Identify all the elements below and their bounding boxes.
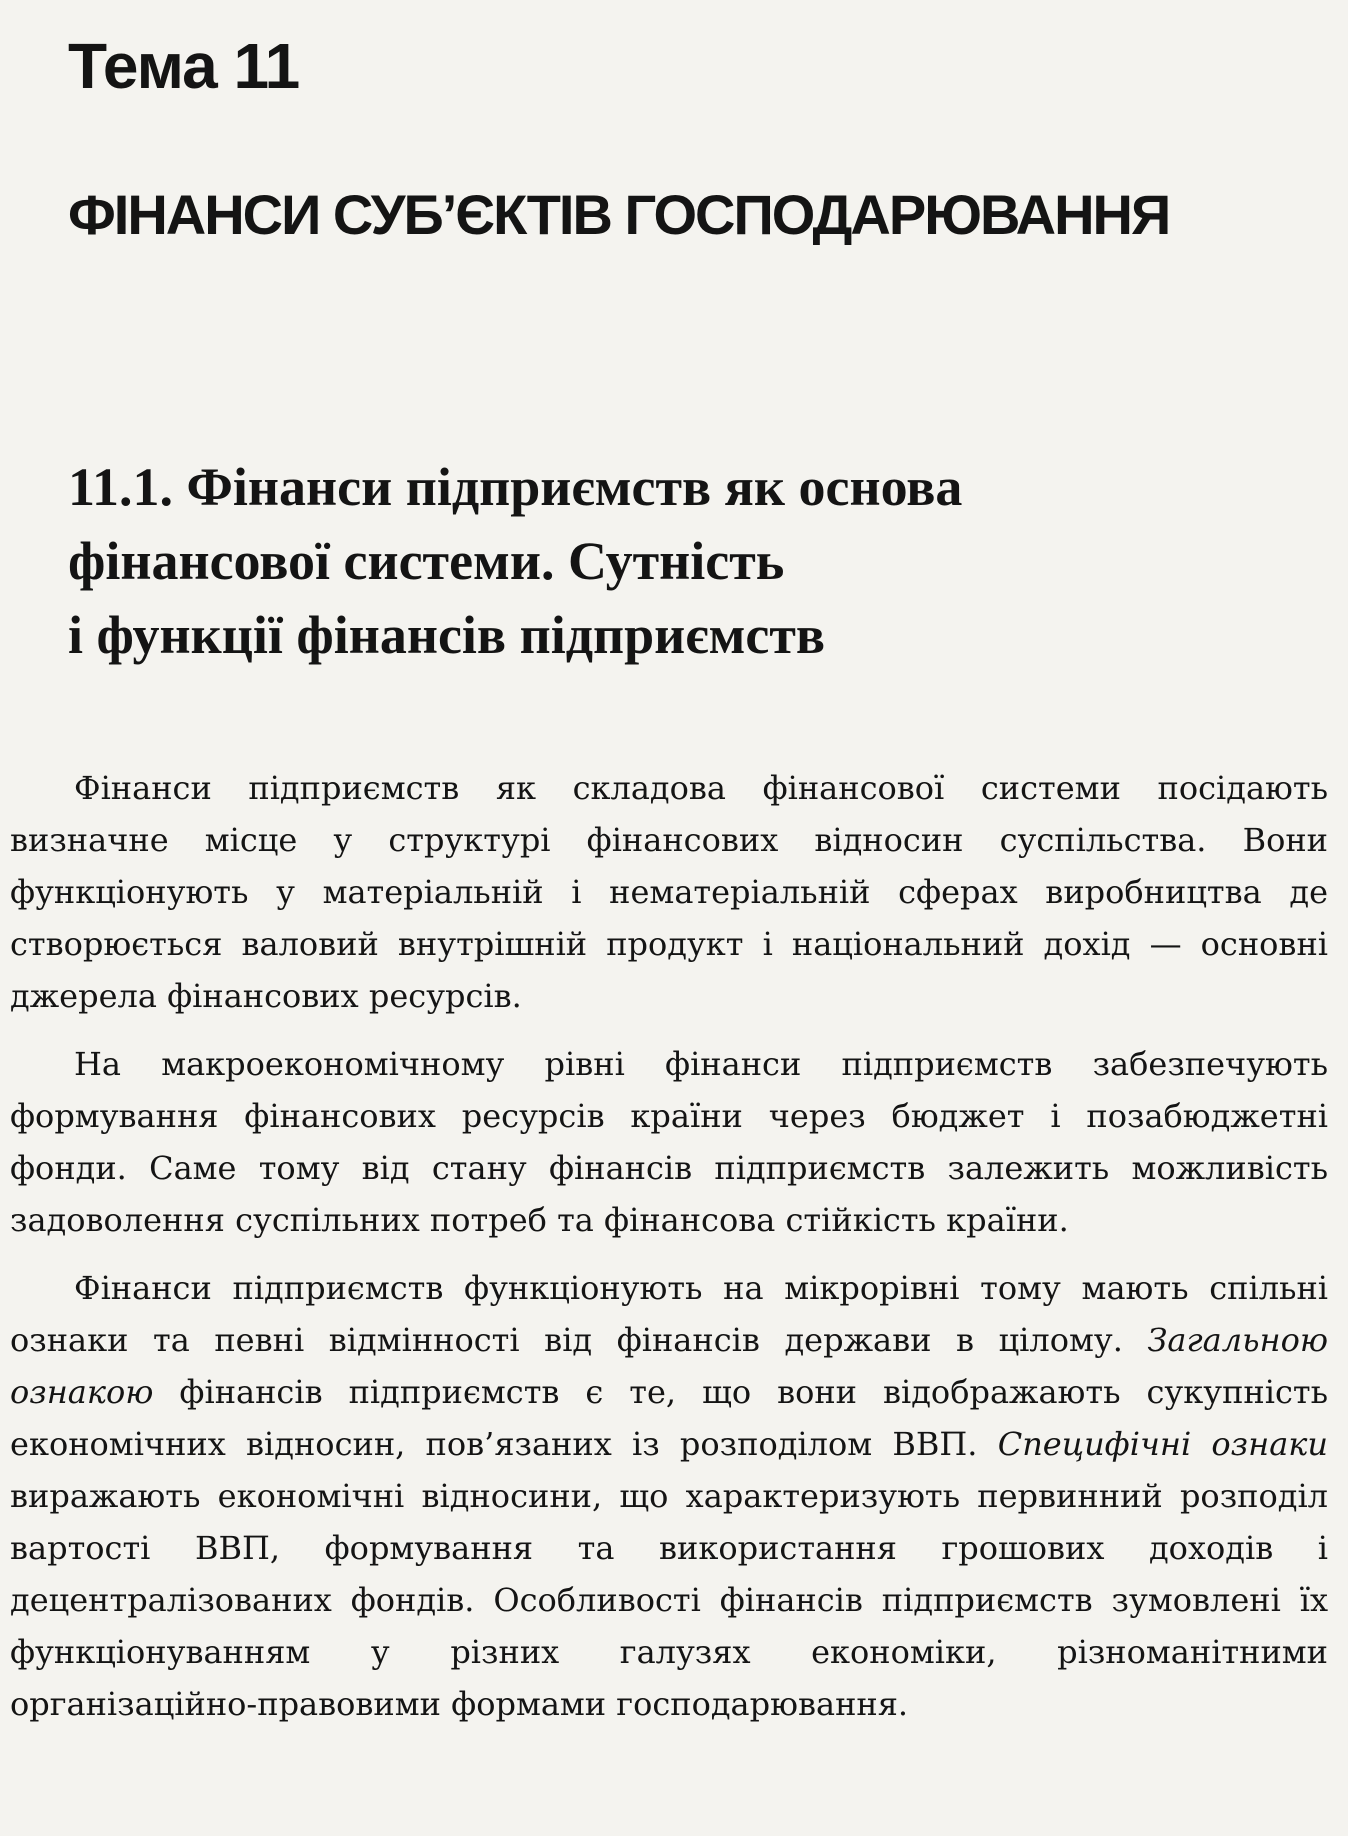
paragraph-2: На макроекономічному рівні фінанси підприємств забезпечують формування фінансових ресурсів країни через бюджет і позабюджетні фонди. Саме тому від стану фінансів підприємств залежить можливість задоволення суспільних потреб та фінансова стійкість країни. <box>10 1045 1328 1239</box>
paragraph-3-text-c: виражають економічні відносини, що характеризують первинний розподіл вартості ВВП, формування та використання грошових доходів і децентралізованих фондів. Особливості фінансів підприємств зумовлені їх функціонуванням у різних галузях економіки, різноманітними організаційно-правовими формами господарювання. <box>10 1477 1328 1723</box>
paragraph-3 <box>10 1262 1328 1730</box>
topic-label: Тема 11 <box>68 30 300 102</box>
specific-features-term: Специфічні ознаки <box>997 1425 1328 1463</box>
paragraph-3-text-a: Фінанси підприємств функціонують на мікрорівні тому мають спільні ознаки та певні відмінності від фінансів держави в цілому. <box>10 1269 1328 1359</box>
section-heading <box>68 450 1218 672</box>
paragraph-3-text-b: фінансів підприємств є те, що вони відображають сукупність економічних відносин, пов’язаних із розподілом ВВП. <box>10 1373 1329 1463</box>
section-heading-line-1: 11.1. Фінанси підприємств як основа <box>68 457 963 517</box>
chapter-title: ФІНАНСИ СУБ’ЄКТІВ ГОСПОДАРЮВАННЯ <box>68 183 1170 246</box>
body-text <box>10 762 1328 1746</box>
section-heading-line-3: і функції фінансів підприємств <box>68 605 826 665</box>
section-heading-line-2: фінансової системи. Сутність <box>68 531 785 591</box>
general-feature-term: Загальною ознакою <box>10 1321 1329 1411</box>
paragraph-1: Фінанси підприємств як складова фінансової системи посідають визначне місце у структурі фінансових відносин суспільства. Вони функціонують у матеріальній і нематеріальній сферах виробництва де створюється валовий внутрішній продукт і національний дохід — основні джерела фінансових ресурсів. <box>10 769 1328 1015</box>
